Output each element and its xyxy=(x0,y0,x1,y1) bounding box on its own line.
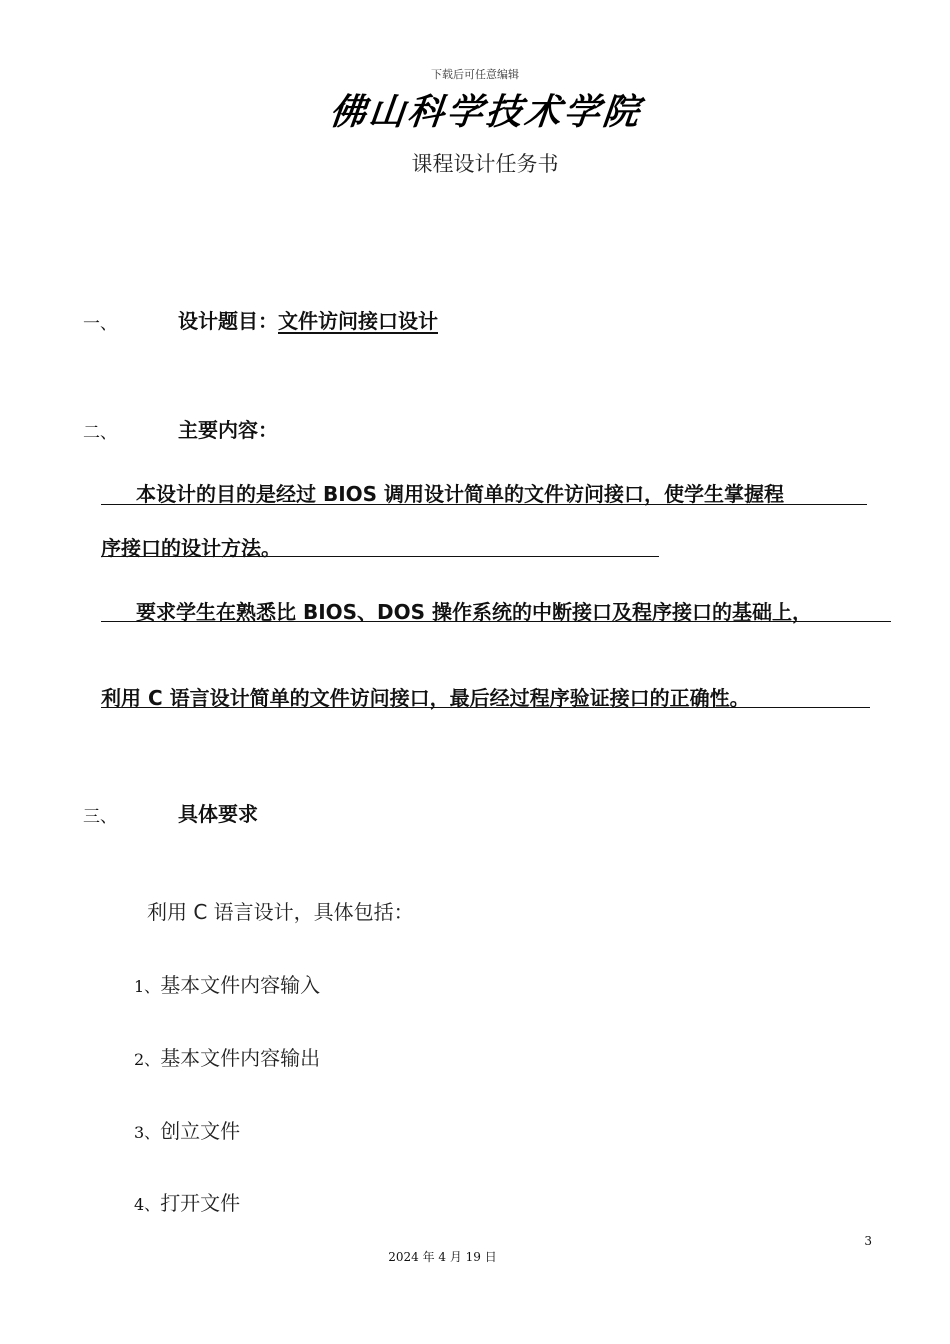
footer-date: 2024 年 4 月 19 日 xyxy=(388,1250,497,1264)
content-para1-line2: 序接口的设计方法。 xyxy=(101,536,281,560)
list-item-text: 打开文件 xyxy=(160,1191,241,1215)
underline-rule xyxy=(101,621,891,622)
header-note: 下载后可任意编辑 xyxy=(431,68,519,81)
list-item-text: 基本文件内容输入 xyxy=(160,973,321,997)
list-item-number: 2、 xyxy=(134,1050,161,1069)
underline-rule xyxy=(101,556,659,557)
design-topic-title: 文件访问接口设计 xyxy=(278,309,438,333)
list-item-number: 1、 xyxy=(134,977,161,996)
underline-rule xyxy=(101,504,867,505)
list-item-number: 4、 xyxy=(134,1195,161,1214)
requirements-intro: 利用 C 语言设计，具体包括： xyxy=(147,900,414,924)
document-title: 课程设计任务书 xyxy=(411,152,559,176)
list-item-number: 3、 xyxy=(134,1123,161,1142)
list-item xyxy=(134,1115,240,1144)
section-2-number: 二、 xyxy=(83,423,117,443)
list-item-text: 基本文件内容输出 xyxy=(160,1046,321,1070)
section-3-number: 三、 xyxy=(83,807,117,827)
list-item xyxy=(134,1042,320,1071)
underline-rule xyxy=(101,707,870,708)
page-number: 3 xyxy=(864,1234,872,1248)
list-item xyxy=(134,969,320,998)
section-1-label: 设计题目： xyxy=(178,309,278,333)
section-2-heading: 主要内容： xyxy=(178,418,278,442)
content-para1-line1: 本设计的目的是经过 BIOS 调用设计简单的文件访问接口，使学生掌握程 xyxy=(136,482,785,506)
list-item-text: 创立文件 xyxy=(160,1119,241,1143)
logo-text: 佛山科学技术学院 xyxy=(327,91,644,133)
content-para2-line2: 利用 C 语言设计简单的文件访问接口，最后经过程序验证接口的正确性。 xyxy=(101,686,750,710)
list-item xyxy=(134,1187,240,1216)
section-3-heading: 具体要求 xyxy=(178,802,258,826)
content-para2-line1: 要求学生在熟悉比 BIOS、DOS 操作系统的中断接口及程序接口的基础上， xyxy=(136,600,813,624)
section-1-heading xyxy=(178,305,438,334)
institution-logo xyxy=(327,84,650,134)
section-1-number: 一、 xyxy=(83,314,117,334)
